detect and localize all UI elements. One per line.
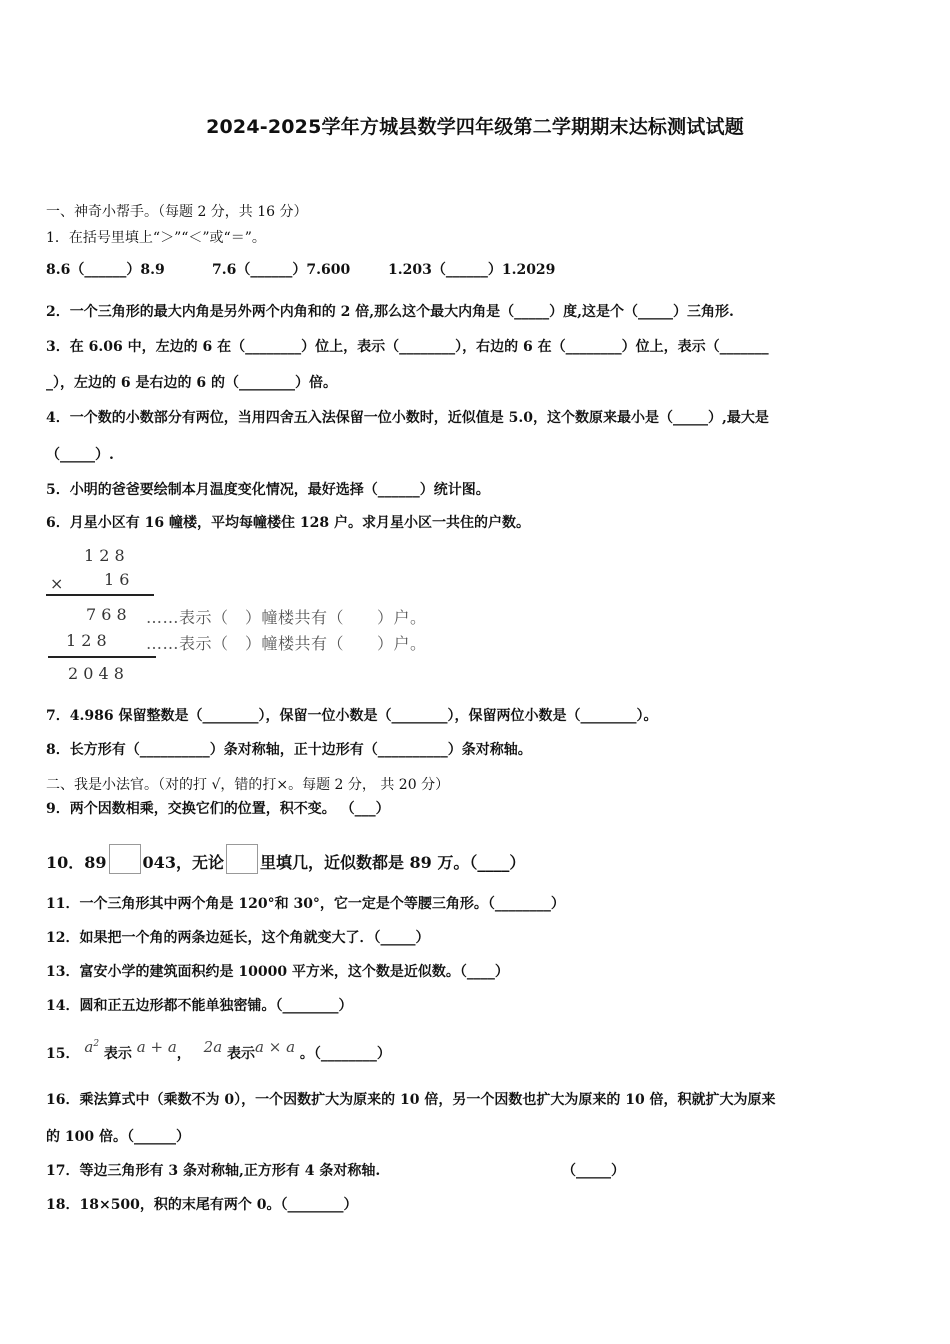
question-1: 1．在括号里填上“＞”“＜”或“＝”。 (46, 230, 266, 246)
question-14: 14．圆和正五边形都不能单独密铺。（________） (46, 998, 353, 1014)
question-4-line-1: 4．一个数的小数部分有两位，当用四舍五入法保留一位小数时，近似值是 5.0，这个数原来最小是（_____）,最大是 (46, 410, 769, 426)
question-13: 13．富安小学的建筑面积约是 10000 平方米，这个数是近似数。（____） (46, 964, 509, 980)
q15-a: a (84, 1038, 94, 1056)
calc-row-2: 1 6 (104, 570, 130, 589)
question-7: 7．4.986 保留整数是（________），保留一位小数是（________），保留两位小数是（________）。 (46, 708, 658, 724)
question-9: 9．两个因数相乘，交换它们的位置，积不变。 （___） (46, 801, 390, 817)
question-3-line-2: _），左边的 6 是右边的 6 的（________）倍。 (46, 375, 337, 391)
q17-answer-blank: （_____） (562, 1163, 625, 1179)
calc-rule-2 (48, 656, 156, 658)
q15-number: 15． (46, 1046, 80, 1062)
calc-rule-1 (46, 594, 154, 596)
q1-item-2: 7.6（______）7.600 (212, 262, 351, 278)
q15-expr-1: a + a (136, 1038, 177, 1056)
calc-row-4: 1 2 8 (66, 631, 107, 650)
q15-expr-2: a × a (255, 1038, 296, 1056)
q15-2a: 2a (203, 1038, 223, 1056)
question-8: 8．长方形有（__________）条对称轴，正十边形有（__________）条对称轴。 (46, 742, 532, 758)
q15-text-2: 表示 (227, 1046, 256, 1062)
q15-tail: 。（________） (299, 1046, 391, 1062)
calc-row-3: 7 6 8 (86, 605, 127, 624)
calc-row-5: 2 0 4 8 (68, 664, 124, 683)
calc-row-1: 1 2 8 (84, 546, 125, 565)
question-10 (46, 844, 525, 874)
question-15 (46, 1040, 391, 1064)
question-6: 6．月星小区有 16 幢楼，平均每幢楼住 128 户。求月星小区一共住的户数。 (46, 515, 530, 531)
q15-comma: ， (176, 1046, 191, 1062)
question-5: 5．小明的爸爸要绘制本月温度变化情况，最好选择（______）统计图。 (46, 482, 490, 498)
question-12: 12．如果把一个角的两条边延长，这个角就变大了．（_____） (46, 930, 430, 946)
q10-blank-box-2 (226, 844, 258, 874)
calc-times-sign: × (50, 574, 64, 593)
q1-item-3: 1.203（______）1.2029 (388, 262, 556, 278)
page-title: 2024-2025学年方城县数学四年级第二学期期末达标测试试题 (206, 116, 744, 138)
question-2: 2．一个三角形的最大内角是另外两个内角和的 2 倍,那么这个最大内角是（_____）度,这是个（_____）三角形. (46, 304, 734, 320)
q15-exponent: 2 (93, 1039, 100, 1049)
question-3-line-1: 3．在 6.06 中，左边的 6 在（________）位上，表示（________），右边的 6 在（________）位上，表示（_______ (46, 339, 769, 355)
question-16-line-1: 16．乘法算式中（乘数不为 0），一个因数扩大为原来的 10 倍，另一个因数也扩大为原来的 10 倍，积就扩大为原来 (46, 1092, 776, 1108)
calc-note-2: ……表示（ ）幢楼共有（ ）户。 (146, 634, 427, 653)
question-17: 17．等边三角形有 3 条对称轴,正方形有 4 条对称轴. (46, 1163, 381, 1179)
q10-blank-box-1 (109, 844, 141, 874)
q15-text-1: 表示 (103, 1046, 132, 1062)
section-2-heading: 二、我是小法官。（对的打 √，错的打×。每题 2 分， 共 20 分） (46, 777, 450, 793)
q1-item-1: 8.6（______）8.9 (46, 262, 165, 278)
question-16-line-2: 的 100 倍。（______） (46, 1129, 190, 1145)
q10-part-a: 10．89 (46, 853, 107, 872)
q15-a-squared (84, 1038, 99, 1056)
question-11: 11．一个三角形其中两个角是 120°和 30°，它一定是个等腰三角形。（________） (46, 896, 565, 912)
q10-part-c: 里填几，近似数都是 89 万。（____） (259, 853, 526, 872)
q10-part-b: 043，无论 (142, 853, 224, 872)
section-1-heading: 一、神奇小帮手。（每题 2 分，共 16 分） (46, 204, 308, 220)
question-4-line-2: （_____）. (46, 447, 114, 463)
calc-note-1: ……表示（ ）幢楼共有（ ）户。 (146, 608, 427, 627)
question-18: 18．18×500，积的末尾有两个 0。（________） (46, 1197, 358, 1213)
